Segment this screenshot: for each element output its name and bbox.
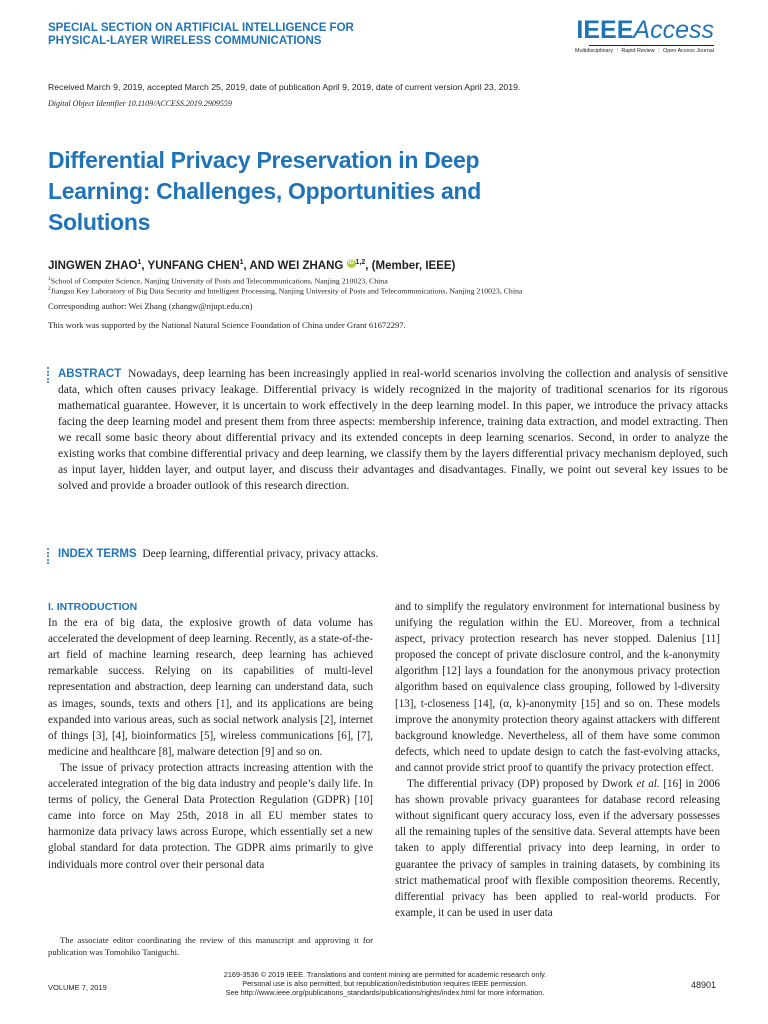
copyright-notice <box>190 970 580 998</box>
body-text: The differential privacy (DP) proposed by Dwork <box>407 778 637 791</box>
author-name: , YUNFANG CHEN <box>141 259 240 272</box>
corresponding-author: Corresponding author: Wei Zhang (zhangw@njupt.edu.cn) <box>48 301 253 311</box>
affiliation-text: Jiangsu Key Laboratory of Big Data Security and Intelligent Processing, Nanjing University of Posts and Telecommunications, Nanjing 210023, China <box>50 286 523 296</box>
page-number: 48901 <box>690 980 716 990</box>
received-dates: Received March 9, 2019, accepted March 25, 2019, date of publication April 9, 2019, date of current version April 23, 2019. <box>48 82 521 92</box>
funding-note: This work was supported by the National Natural Science Foundation of China under Grant 61672297. <box>48 320 406 330</box>
author-affil-sup: 1 <box>239 259 244 266</box>
abstract-marker-icon <box>46 367 50 385</box>
body-text: [16] in 2006 has shown provable privacy guarantees for database record releasing without significant query accuracy loss, even if the adversary possesses all the remaining tuples of the sensitive data. Several attempts have been taken to apply differential privacy into deep learning, in order to guarantee the privacy of samples in training datasets, by combining its strict mathematical proof with flexible composition theorems. Recently, differential privacy has been applied to real-world products. For example, it can be used in user data <box>395 778 721 919</box>
editor-footnote: The associate editor coordinating the review of this manuscript and approving it for publication was Tomohiko Taniguchi. <box>48 935 373 957</box>
affiliation <box>48 286 522 296</box>
index-terms-marker-icon <box>46 548 50 566</box>
body-paragraph: and to simplify the regulatory environment for international business by unifying the regulation within the EU. Moreover, from a technical aspect, privacy protection research has never stopped. Dalenius [11] proposed the concept of private disclosure control, and the k-anonymity algorithm [12] lays a foundation for the anonymous privacy protection algorithm based on equivalence class grouping, followed by l-diversity [13], t-closeness [14], (α, k)-anonymity [15] and so on. These models improve the anonymity protection theory against attackers with different background knowledge. Nevertheless, all of them have some common defects, which need to update design to catch the fast-evolving attacks, and cannot provide strict proof to quantify the privacy protection effect. <box>395 601 720 774</box>
index-terms-label: INDEX TERMS <box>58 548 137 560</box>
doi: Digital Object Identifier 10.1109/ACCESS.2019.2909559 <box>48 99 232 108</box>
section-heading: I. INTRODUCTION <box>48 601 138 613</box>
paper-title: Differential Privacy Preservation in Deep Learning: Challenges, Opportunities and Solutions <box>48 147 482 235</box>
logo-rule <box>589 45 714 46</box>
abstract <box>58 366 728 494</box>
body-text-italic: et al. <box>636 778 660 791</box>
body-paragraph <box>395 776 720 921</box>
section-header <box>48 22 354 48</box>
affiliation <box>48 276 388 286</box>
body-paragraph: In the era of big data, the explosive growth of data volume has accelerated the development of deep learning. Recently, as a state-of-the-art field of machine learning research, deep learning has achieved remarkable success. Relying on its capabilities of multi-level representation and abstraction, deep learning can understand data, such as images, sounds, texts and others [1], and its applications are being expanded into various areas, such as social network analysis [2], internet of things [3], [4], bioinformatics [5], wireless communications [6], [7], medicine and healthcare [8], malware detection [9] and so on. <box>48 617 373 758</box>
journal-tagline: Multidisciplinary ⋮ Rapid Review ⋮ Open Access Journal <box>574 48 714 54</box>
affiliation-sup: 1 <box>48 276 51 282</box>
journal-logo-ieee: IEEE <box>576 16 634 44</box>
abstract-text: Nowadays, deep learning has been increasingly applied in real-world scenarios involving the collection and analysis of sensitive data, which often causes privacy leakage. Differential privacy is widely recognized in the majority of traditional scenarios for its rigorous mathematical guarantee. However, it is uncertain to work effectively in the deep learning model. In this paper, we introduce the privacy attacks facing the deep learning model and present them from three aspects: membership inference, training data extraction, and model extracting. Then we recall some basic theory about differential privacy and its extended concepts in deep learning scenarios. Second, in order to analyze the existing works that combine differential privacy and deep learning, we classify them by the layers differential privacy mechanism deployed, such as input layer, hidden layer, and output layer, and discuss their advantages and disadvantages. Finally, we point out several key issues to be solved and provide a broader outlook of this research direction. <box>58 368 728 492</box>
affiliation-sup: 2 <box>48 286 51 292</box>
author-membership: , (Member, IEEE) <box>365 259 456 272</box>
section-line-1: SPECIAL SECTION ON ARTIFICIAL INTELLIGENCE FOR <box>48 22 354 34</box>
copyright-line: See http://www.ieee.org/publications_standards/publications/rights/index.html for more information. <box>225 988 545 998</box>
affiliation-text: School of Computer Science, Nanjing University of Posts and Telecommunications, Nanjing 210023, China <box>50 276 388 286</box>
author-affil-sup: 1,2 <box>355 259 366 266</box>
body-paragraph: The issue of privacy protection attracts increasing attention with the accelerated integration of the big data industry and people’s daily life. In terms of policy, the General Data Protection Regulation (GDPR) [10] came into force on May 25th, 2018 in all EU member states to harmonize data privacy laws across Europe, which essentially set a new global standard for data protection. The GDPR aims primarily to give individuals more control over their personal data <box>48 761 373 871</box>
body-column-left <box>48 599 373 873</box>
abstract-label: ABSTRACT <box>58 368 122 380</box>
author-name: , AND WEI ZHANG <box>243 259 344 272</box>
author-list <box>48 259 455 272</box>
body-column-right <box>395 599 720 921</box>
orcid-icon[interactable]: iD <box>348 260 355 266</box>
section-line-2: PHYSICAL-LAYER WIRELESS COMMUNICATIONS <box>48 35 322 47</box>
volume-info: VOLUME 7, 2019 <box>48 983 107 992</box>
index-terms-text: Deep learning, differential privacy, privacy attacks. <box>142 548 379 560</box>
journal-logo-access: Access <box>633 16 714 44</box>
author-affil-sup: 1 <box>137 259 142 266</box>
copyright-line: 2169-3536 © 2019 IEEE. Translations and content mining are permitted for academic research only. <box>223 970 547 979</box>
author-name: JINGWEN ZHAO <box>48 259 138 272</box>
index-terms <box>58 548 378 560</box>
journal-logo <box>575 16 714 54</box>
copyright-line: Personal use is also permitted, but republication/redistribution requires IEEE permission. <box>242 979 528 989</box>
